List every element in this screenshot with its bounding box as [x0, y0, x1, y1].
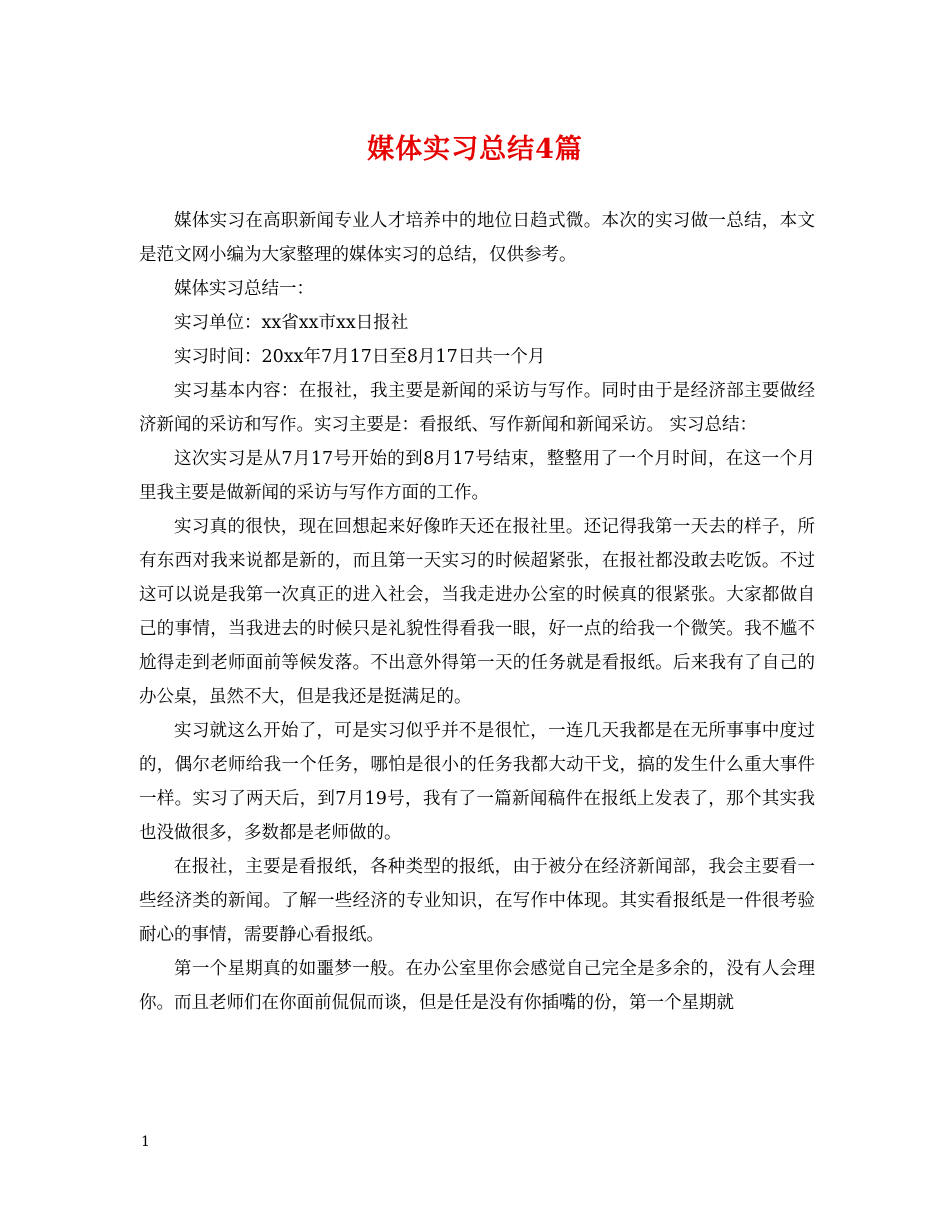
paragraph-first-week: 第一个星期真的如噩梦一般。在办公室里你会感觉自己完全是多余的，没有人会理你。而且老师们在你面前侃侃而谈，但是任是没有你插嘴的份，第一个星期就 [139, 959, 815, 1013]
paragraph-internship-unit: 实习单位：xx省xx市xx日报社 [174, 313, 409, 333]
paragraph-intro: 媒体实习在高职新闻专业人才培养中的地位日趋式微。本次的实习做一总结，本文是范文网小编为大家整理的媒体实习的总结，仅供参考。 [139, 211, 815, 265]
document-title: 媒体实习总结4篇 [367, 134, 583, 165]
paragraph-duration: 这次实习是从7月17号开始的到8月17号结束，整整用了一个月时间，在这一个月里我主要是做新闻的采访与写作方面的工作。 [139, 449, 815, 503]
paragraph-basic-content: 实习基本内容：在报社，我主要是新闻的采访与写作。同时由于是经济部主要做经济新闻的采访和写作。实习主要是：看报纸、写作新闻和新闻采访。 实习总结： [139, 381, 815, 435]
paragraph-reading-papers: 在报社，主要是看报纸，各种类型的报纸，由于被分在经济新闻部，我会主要看一些经济类的新闻。了解一些经济的专业知识，在写作中体现。其实看报纸是一件很考验耐心的事情，需要静心看报纸。 [139, 857, 815, 945]
paragraph-first-day: 实习真的很快，现在回想起来好像昨天还在报社里。还记得我第一天去的样子，所有东西对我来说都是新的，而且第一天实习的时候超紧张，在报社都没敢去吃饭。不过这可以说是我第一次真正的进入社会，当我走进办公室的时候真的很紧张。大家都做自己的事情，当我进去的时候只是礼貌性得看我一眼，好一点的给我一个微笑。我不尴不尬得走到老师面前等候发落。不出意外得第一天的任务就是看报纸。后来我有了自己的办公桌，虽然不大，但是我还是挺满足的。 [139, 517, 815, 707]
page-number: 1 [141, 1134, 150, 1150]
paragraph-internship-time: 实习时间：20xx年7月17日至8月17日共一个月 [174, 347, 546, 367]
paragraph-first-days: 实习就这么开始了，可是实习似乎并不是很忙，一连几天我都是在无所事事中度过的，偶尔老师给我一个任务，哪怕是很小的任务我都大动干戈，搞的发生什么重大事件一样。实习了两天后，到7月19号，我有了一篇新闻稿件在报纸上发表了，那个其实我也没做很多，多数都是老师做的。 [139, 721, 815, 843]
paragraph-section-heading: 媒体实习总结一： [174, 279, 314, 299]
document-body [139, 204, 815, 1020]
